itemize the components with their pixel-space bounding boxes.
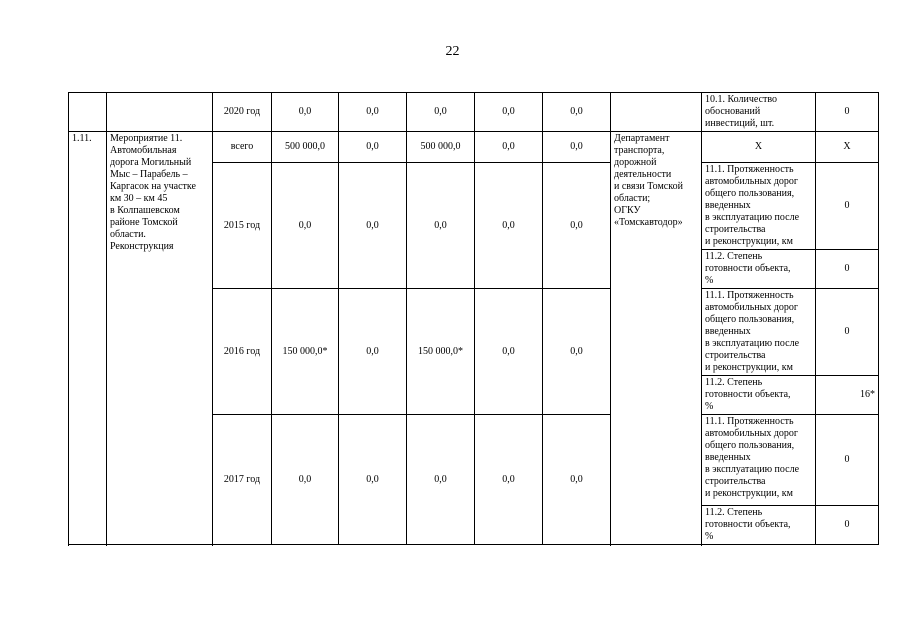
indicator-value-cell: Х xyxy=(816,132,879,163)
value-cell: 0,0 xyxy=(339,132,407,163)
value-cell: 0,0 xyxy=(543,289,611,415)
indicator-cell: 11.2. Степень готовности объекта, % xyxy=(702,376,816,415)
value-cell: 0,0 xyxy=(407,415,475,545)
event-name: Мероприятие 11. Автомобильная дорога Могильный Мыс – Парабель – Каргасок на участке км 30 – км 45 в Колпашевском районе Томской области. Реконструкция xyxy=(107,132,213,545)
indicator-cell: 11.1. Протяженность автомобильных дорог общего пользования, введенных в эксплуатацию после строительства и реконструкции, км xyxy=(702,289,816,376)
year-cell: 2016 год xyxy=(213,289,272,415)
indicator-value-cell: 0 xyxy=(816,250,879,289)
indicator-value-cell: 16* xyxy=(816,376,879,415)
value-cell: 0,0 xyxy=(543,93,611,132)
year-cell: 2017 год xyxy=(213,415,272,545)
value-cell: 0,0 xyxy=(475,415,543,545)
indicator-value-cell: 0 xyxy=(816,93,879,132)
indicator-value-cell: 0 xyxy=(816,289,879,376)
value-cell: 0,0 xyxy=(339,93,407,132)
value-cell: 0,0 xyxy=(339,163,407,289)
value-cell: 0,0 xyxy=(407,163,475,289)
value-cell: 0,0 xyxy=(339,289,407,415)
value-cell: 0,0 xyxy=(543,132,611,163)
year-cell: 2015 год xyxy=(213,163,272,289)
value-cell: 0,0 xyxy=(475,93,543,132)
value-cell: 0,0 xyxy=(339,415,407,545)
value-cell: 0,0 xyxy=(475,132,543,163)
value-cell: 0,0 xyxy=(407,93,475,132)
value-cell: 0,0 xyxy=(543,163,611,289)
value-cell: 0,0 xyxy=(272,163,339,289)
empty-cell xyxy=(69,93,107,132)
indicator-cell: Х xyxy=(702,132,816,163)
table-row-total xyxy=(69,132,879,163)
value-cell: 0,0 xyxy=(272,415,339,545)
indicator-cell: 10.1. Количество обоснований инвестиций, шт. xyxy=(702,93,816,132)
value-cell: 0,0 xyxy=(543,415,611,545)
program-table xyxy=(68,92,879,545)
value-cell: 500 000,0 xyxy=(272,132,339,163)
event-number: 1.11. xyxy=(69,132,107,545)
indicator-cell: 11.1. Протяженность автомобильных дорог общего пользования, введенных в эксплуатацию после строительства и реконструкции, км xyxy=(702,163,816,250)
indicator-value-cell: 0 xyxy=(816,415,879,506)
indicator-cell: 11.2. Степень готовности объекта, % xyxy=(702,250,816,289)
page-number: 22 xyxy=(445,44,460,59)
empty-cell xyxy=(611,93,702,132)
value-cell: 0,0 xyxy=(475,163,543,289)
indicator-value-cell: 0 xyxy=(816,163,879,250)
indicator-value-cell: 0 xyxy=(816,506,879,545)
executor-cell: Департамент транспорта, дорожной деятельности и связи Томской области; ОГКУ «Томскавтодор» xyxy=(611,132,702,545)
value-cell: 0,0 xyxy=(272,93,339,132)
year-cell: всего xyxy=(213,132,272,163)
value-cell: 0,0 xyxy=(475,289,543,415)
year-cell: 2020 год xyxy=(213,93,272,132)
value-cell: 150 000,0* xyxy=(272,289,339,415)
indicator-cell: 11.2. Степень готовности объекта, % xyxy=(702,506,816,545)
empty-cell xyxy=(107,93,213,132)
value-cell: 150 000,0* xyxy=(407,289,475,415)
table-row-2020 xyxy=(69,93,879,132)
value-cell: 500 000,0 xyxy=(407,132,475,163)
indicator-cell: 11.1. Протяженность автомобильных дорог общего пользования, введенных в эксплуатацию после строительства и реконструкции, км xyxy=(702,415,816,506)
